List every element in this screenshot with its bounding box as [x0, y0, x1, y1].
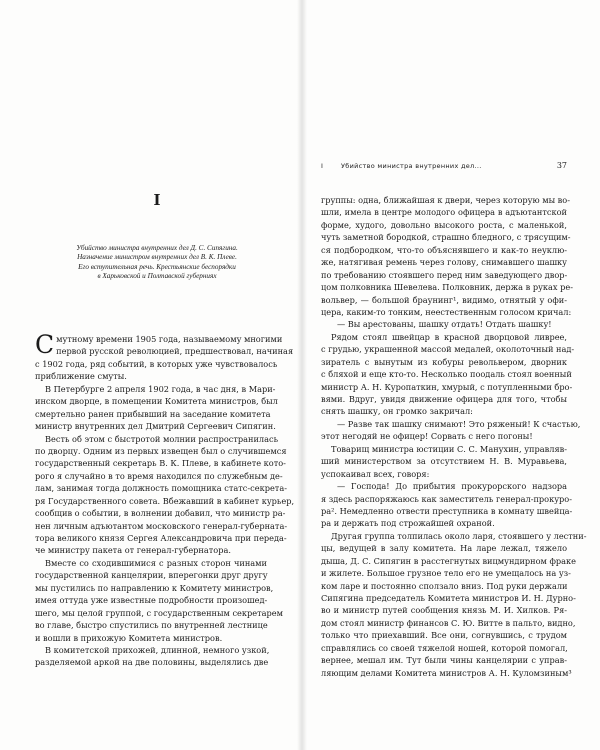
text-line: министр внутренних дел Дмитрий Сергеевич Сипягин. [35, 421, 276, 432]
text-line: и вошли в прихожую Комитета министров. [35, 632, 223, 643]
text-line: — Господа! До прибытия прокурорского надзора [337, 481, 567, 492]
abstract-line: Назначение министром внутренних дел В. К. Плеве. [77, 253, 237, 262]
text-line: Другая группа толпилась около ларя, стоявшего у лестни- [331, 530, 587, 541]
drop-cap: С [35, 330, 55, 359]
text-line: ся подбородком, что-то объяснявшего и как-то неуклю- [321, 244, 567, 255]
right-body-text [321, 194, 587, 679]
text-line: нен личным адъютантом московского генерал-губерната- [35, 520, 288, 531]
text-line: во главе, быстро спустились по внутренней лестнице [35, 620, 268, 631]
running-head [321, 162, 567, 174]
text-line: дом стоял министр финансов С. Ю. Витте в пальто, видно, [321, 617, 576, 628]
abstract-line: в Харьковской и Полтавской губерниях [97, 271, 217, 280]
text-line: министр А. Н. Куропаткин, хмурый, с потупленными бро- [321, 381, 573, 392]
chapter-number: I [153, 191, 161, 209]
text-line: Вместе со сходившимися с разных сторон чинами [45, 557, 267, 568]
text-line: форме, худого, довольно высокого роста, с маленькой, [321, 219, 567, 230]
running-head-title: Убийство министра внутренних дел... [341, 162, 482, 170]
left-page [0, 0, 297, 750]
text-line: государственной канцелярии, вперегонки друг другу [35, 570, 268, 581]
text-line: первой русской революцией, предшествовал, начиная [56, 346, 294, 357]
text-line: только что приехавший. Все они, согнувшись, с трудом [321, 630, 567, 641]
text-line: В комитетской прихожей, длинной, немного узкой, [45, 644, 270, 655]
text-line: Сипягина председатель Комитета министров И. Н. Дурно- [321, 593, 576, 603]
text-line: ший министерством за отсутствием Н. В. Муравьева, [321, 456, 567, 467]
text-line: тора великого князя Сергея Александровича при переда- [35, 533, 287, 543]
text-line: по дворцу. Одним из первых извещен был о случившемся [35, 445, 287, 456]
text-line: смертельно ранен прибывший на заседание комитета [35, 408, 271, 419]
text-line: вольвер, — большой браунинг¹, видимо, отнятый у офи- [321, 294, 567, 305]
text-line: мутному времени 1905 года, называемому многими [56, 334, 283, 344]
text-line: рого я случайно в то время находился по служебным де- [35, 470, 283, 481]
running-head-chapter: I [321, 162, 324, 170]
text-line: я здесь распоряжаюсь как заместитель генерал-прокуро- [321, 493, 572, 504]
text-line: че министру пакета от генерал-губернатора. [35, 545, 231, 556]
abstract-line: Убийство министра внутренних дел Д. С. Сипягина. [76, 244, 238, 252]
text-line: дыша, Д. С. Сипягин в расстегнутых вицмундирном фраке [321, 555, 577, 566]
text-line: и жилете. Большое грузное тело его не умещалось на уз- [321, 568, 571, 579]
text-line: шего, мы целой группой, с государственным секретарем [35, 607, 283, 618]
text-line: имея оттуда уже известные подробности произошед- [35, 595, 268, 606]
text-line: чуть заметной бородкой, страшно бледного, с трясущим- [321, 232, 571, 243]
chapter-abstract [32, 244, 282, 281]
text-line: цом полковника Шевелева. Полковник, держа в руках ре- [321, 282, 573, 293]
text-line: шли, имела в центре молодого офицера в адъютантской [321, 207, 567, 218]
text-line: с бляхой и еще кто-то. Несколько поодаль стоял военный [321, 369, 572, 380]
text-line: ря Государственного совета. Вбежавший в кабинет курьер, [35, 495, 295, 506]
abstract-line: Его вступительная речь. Крестьянские беспорядки [78, 262, 236, 271]
text-line: сообщив о событии, в волнении добавил, что министр ра- [35, 508, 286, 519]
text-line: ляющим делами Комитета министров А. Н. Куломзиным³ [321, 667, 572, 678]
right-page [303, 0, 600, 750]
text-line: инском дворце, в помещении Комитета министров, был [35, 396, 278, 407]
text-line: Рядом стоял швейцар в красной дворцовой ливрее, [331, 331, 567, 342]
text-line: же, натягивая ремень через голову, снимавшего шашку [321, 257, 567, 268]
text-line: — Разве так шашку снимают! Это ряженый! К счастью, [337, 418, 581, 429]
left-body-text [35, 330, 295, 669]
text-line: ра и держать под строжайшей охраной. [321, 518, 495, 529]
text-line: группы: одна, ближайшая к двери, через которую мы во- [321, 195, 570, 205]
text-line: вернее, мешал им. Тут были чины канцелярии с управ- [321, 655, 567, 666]
text-line: справлялись со своей тяжелой ношей, которой помогал, [321, 642, 568, 653]
text-line: во и министр путей сообщения князь М. И. Хилков. Ря- [321, 605, 567, 616]
text-line: с грудью, украшенной массой медалей, околоточный над- [321, 344, 575, 355]
text-line: по требованию стоявшего перед ним заведующего двор- [321, 269, 568, 280]
text-line: вями. Вдруг, увидя движение офицера для того, чтобы [321, 394, 567, 404]
text-line: снять шашку, он громко закричал: [321, 406, 473, 417]
text-line: ра². Немедленно отвести преступника в комнату швейца- [321, 505, 573, 516]
text-line: разделяемой аркой на две половины, выделялись две [35, 657, 269, 668]
text-line: В Петербурге 2 апреля 1902 года, в час дня, в Мари- [45, 383, 276, 394]
text-line: государственный секретарь В. К. Плеве, в кабинете кото- [35, 458, 286, 469]
text-line: успокаивал всех, говоря: [321, 468, 430, 479]
text-line: ком ларе и постоянно сползало вниз. Под руки держали [321, 580, 568, 591]
text-line: Весть об этом с быстротой молнии распространилась [45, 433, 279, 444]
text-line: — Вы арестованы, шашку отдать! Отдать шашку! [337, 319, 552, 330]
text-line: Товарищ министра юстиции С. С. Манухин, управляв- [331, 443, 567, 454]
text-line: зиратель с вынутым из кобуры револьвером, дворник [321, 356, 567, 367]
text-line: этот негодяй не офицер! Сорвать с него погоны! [321, 431, 533, 442]
text-line: приближение смуты. [35, 371, 127, 382]
text-line: мы пустились по направлению к Комитету министров, [35, 582, 274, 593]
text-line: цера, каким-то тонким, неестественным голосом кричал: [321, 306, 572, 317]
page-number: 37 [556, 161, 567, 170]
text-line: цы, ведущей в залу комитета. На ларе лежал, тяжело [321, 543, 567, 554]
text-line: с 1902 года, ряд событий, в которых уже чувствовалось [35, 358, 278, 369]
text-line: лам, занимая тогда должность помощника статс-секрета- [35, 483, 287, 494]
